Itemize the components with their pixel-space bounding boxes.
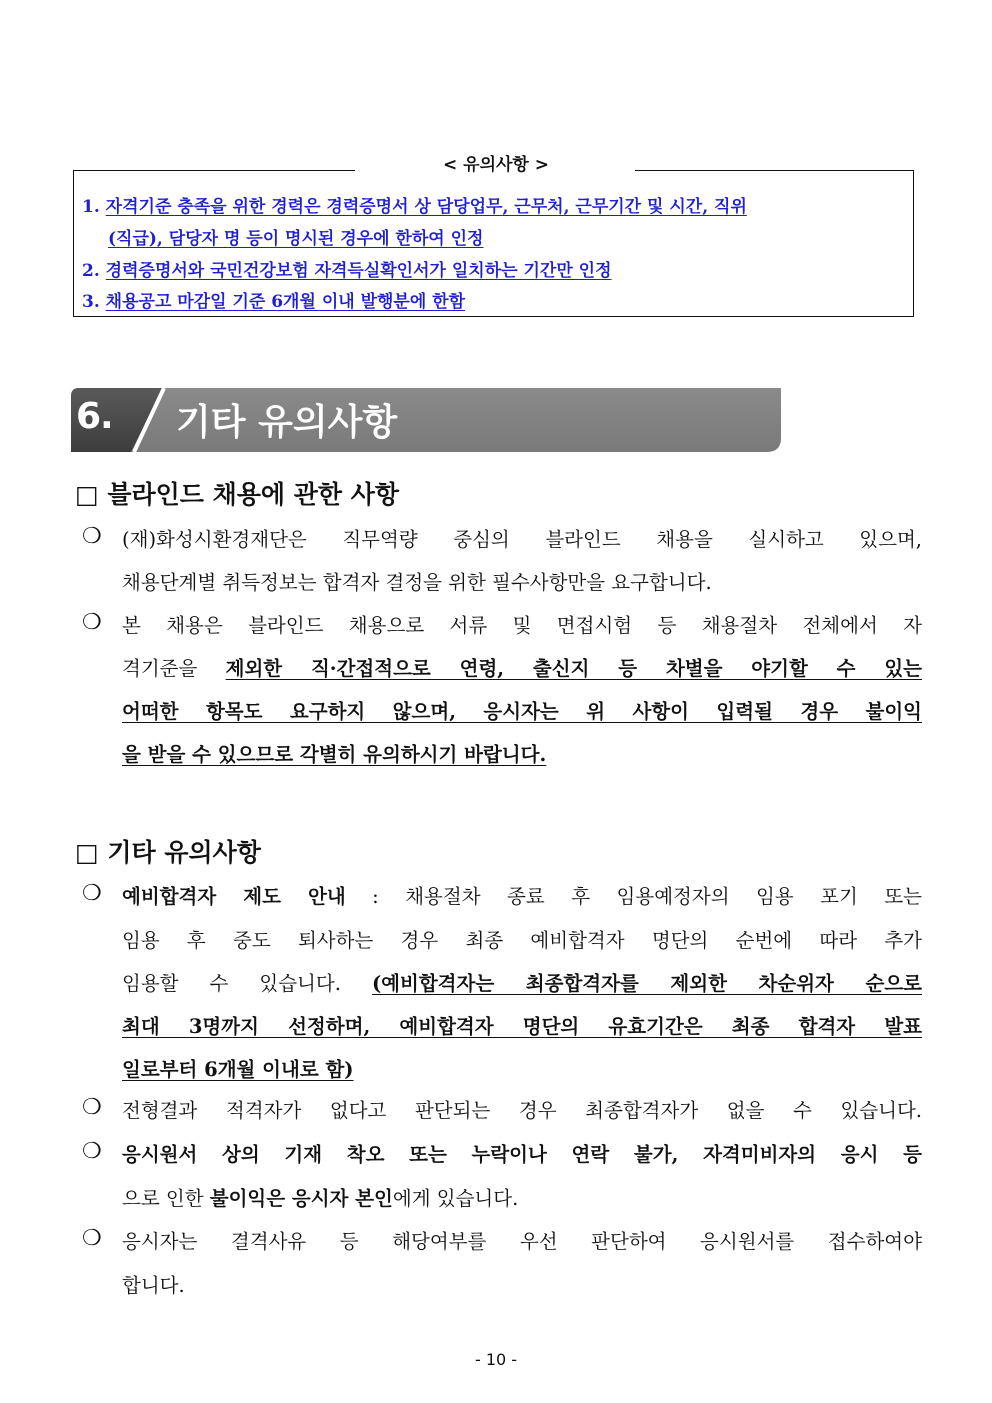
other-b1-line1: 예비합격자 제도 안내 : 채용절차 종료 후 임용예정자의 임용 포기 또는 <box>122 885 922 908</box>
blind-heading: □ 블라인드 채용에 관한 사항 <box>75 480 400 509</box>
section-number: 6. <box>76 396 113 437</box>
notice-item-1: 1. 자격기준 충족을 위한 경력은 경력증명서 상 담당업무, 근무처, 근무기간 및 시간, 직위 <box>82 197 747 217</box>
other-b4-line2: 합니다. <box>122 1274 185 1297</box>
notice-item-1-cont: (직급), 담당자 명 등이 명시된 경우에 한하여 인정 <box>108 229 484 249</box>
other-b1-line5: 일로부터 6개월 이내로 함) <box>122 1058 354 1081</box>
notice-item-2: 2. 경력증명서와 국민건강보험 자격득실확인서가 일치하는 기간만 인정 <box>82 261 612 281</box>
blind-b1-line2: 채용단계별 취득정보는 합격자 결정을 위한 필수사항만을 요구합니다. <box>122 571 712 594</box>
bullet-icon: ❍ <box>82 1139 102 1164</box>
other-b4-line1: 응시자는 결격사유 등 해당여부를 우선 판단하여 응시원서를 접수하여야 <box>122 1230 922 1253</box>
blind-b1-line1: (재)화성시환경재단은 직무역량 중심의 블라인드 채용을 실시하고 있으며, <box>122 528 922 551</box>
blind-b2-line4: 을 받을 수 있으므로 각별히 유의하시기 바랍니다. <box>122 743 547 766</box>
blind-b2-line1: 본 채용은 블라인드 채용으로 서류 및 면접시험 등 채용절차 전체에서 자 <box>122 614 922 637</box>
blind-b2-line3: 어떠한 항목도 요구하지 않으며, 응시자는 위 사항이 입력될 경우 불이익 <box>122 700 922 723</box>
other-b2-line1: 전형결과 적격자가 없다고 판단되는 경우 최종합격자가 없을 수 있습니다. <box>122 1099 922 1122</box>
notice-item-3: 3. 채용공고 마감일 기준 6개월 이내 발행분에 한함 <box>82 292 466 312</box>
bullet-icon: ❍ <box>82 524 102 549</box>
notice-title: < 유의사항 > <box>442 155 549 175</box>
section-title: 기타 유의사항 <box>176 402 398 443</box>
bullet-icon: ❍ <box>82 1095 102 1120</box>
other-b1-line3: 임용할 수 있습니다. (예비합격자는 최종합격자를 제외한 차순위자 순으로 <box>122 972 922 995</box>
other-b1-line4: 최대 3명까지 선정하며, 예비합격자 명단의 유효기간은 최종 합격자 발표 <box>122 1015 922 1038</box>
other-b3-line2: 으로 인한 불이익은 응시자 본인에게 있습니다. <box>122 1187 519 1210</box>
other-b3-line1: 응시원서 상의 기재 착오 또는 누락이나 연락 불가, 자격미비자의 응시 등 <box>122 1143 922 1166</box>
bullet-icon: ❍ <box>82 1226 102 1251</box>
page-number: - 10 - <box>474 1350 518 1369</box>
other-heading: □ 기타 유의사항 <box>75 838 261 867</box>
bullet-icon: ❍ <box>82 881 102 906</box>
blind-b2-line2: 격기준을 제외한 직·간접적으로 연령, 출신지 등 차별을 야기할 수 있는 <box>122 657 923 680</box>
bullet-icon: ❍ <box>82 610 102 635</box>
other-b1-line2: 임용 후 중도 퇴사하는 경우 최종 예비합격자 명단의 순번에 따라 추가 <box>122 929 922 952</box>
